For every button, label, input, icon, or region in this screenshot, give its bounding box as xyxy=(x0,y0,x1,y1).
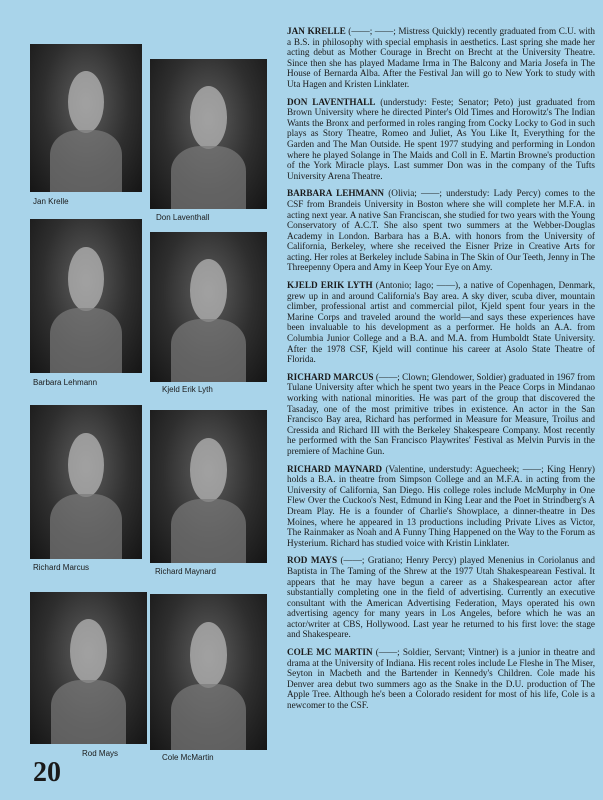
photo-jan-krelle xyxy=(30,44,142,192)
photo-don-laventhall xyxy=(150,59,267,209)
portrait-face xyxy=(190,438,227,502)
portrait-body xyxy=(50,130,122,192)
portrait-face xyxy=(68,433,104,498)
portrait-face xyxy=(190,622,227,688)
bio-text: (——; Soldier, Servant; Vintner) is a junior in theatre and drama at the University of Indiana. His recent roles include Le Fleshe in The Miser, Seyton in Macbeth and the Bartender in Kennedy's Children. Cole made his Denver area debut two summers ago as the Snake in the D.U. production of The Apple Tree. Although he's been a Colorado resident for most of his life, Cole is a newcomer to the CSF. xyxy=(287,647,595,711)
caption-rod-mays: Rod Mays xyxy=(82,749,119,758)
caption-kjeld-erik-lyth: Kjeld Erik Lyth xyxy=(162,385,213,394)
bios-column xyxy=(287,26,595,718)
bio-text: (understudy: Feste; Senator; Peto) just graduated from Brown University where he directed Pinter's Old Times and Horowitz's The Indian Wants the Bronx and performed in roles ranging from Cocky Locky to God in such plays as Story Theatre, Romeo and Juliet, As You Like It, Everything for the Garden and The Man Outside. He spent 1977 studying and performing in London where he played Solange in The Maids and Coll in E. Martin Browne's production of the York Miracle plays. Last summer Don was in the company of the Tufts University Arena Theatre. xyxy=(287,96,595,181)
photo-barbara-lehmann xyxy=(30,219,142,373)
portrait-face xyxy=(190,86,227,149)
bio-text: (——; Clown; Glendower, Soldier) graduated in 1967 from Tulane University after which he spent two years in the Peace Corps in Mindanao working with national minorities. He was part of the group that discovered the Tasaday, one of the most primitive tribes in existence. An actor in the San Francisco Bay area, Richard has performed in Measure for Measure, Troilus and Cressida and Richard III with the Berkeley Shakespeare Company. Most recently he performed with the San Francisco Playwrites' Festival as Melvin Purvis in the premiere of Machine Gun. xyxy=(287,371,595,456)
portrait-body xyxy=(171,146,246,209)
photo-rod-mays xyxy=(30,592,147,744)
bio-name: JAN KRELLE xyxy=(287,26,346,36)
portrait-body xyxy=(50,494,122,559)
portrait-body xyxy=(171,684,246,750)
bio-don-laventhall xyxy=(287,97,595,182)
bio-name: BARBARA LEHMANN xyxy=(287,188,385,199)
bio-barbara-lehmann xyxy=(287,188,595,273)
portrait-face xyxy=(190,259,227,322)
bio-name: RICHARD MARCUS xyxy=(287,371,374,382)
caption-cole-mcmartin: Cole McMartin xyxy=(162,753,214,762)
bio-name: ROD MAYS xyxy=(287,555,338,566)
caption-jan-krelle: Jan Krelle xyxy=(33,197,69,206)
caption-richard-marcus: Richard Marcus xyxy=(33,563,90,572)
bio-richard-marcus xyxy=(287,372,595,457)
portrait-body xyxy=(51,680,126,744)
photo-richard-marcus xyxy=(30,405,142,559)
bio-cole-mcmartin xyxy=(287,647,595,711)
caption-barbara-lehmann: Barbara Lehmann xyxy=(33,378,98,387)
portrait-face xyxy=(70,619,107,683)
bio-name: RICHARD MAYNARD xyxy=(287,463,383,474)
bio-name: KJELD ERIK LYTH xyxy=(287,280,373,291)
photo-richard-maynard xyxy=(150,410,267,563)
caption-richard-maynard: Richard Maynard xyxy=(155,567,216,576)
bio-kjeld-erik-lyth xyxy=(287,280,595,365)
bio-text: (Valentine, understudy: Aguecheek; ——; King Henry) holds a B.A. in theatre from Simpson College and an M.F.A. in acting from the University of California, San Diego. His college roles include McMurphy in One Flew Over the Cuckoo's Nest, Edmund in King Lear and the Poet in Strindberg's A Dream Play. He is a founder of Charlie's Showplace, a dinner-theatre in Des Moines, where he appeared in 13 productions including Private Lives as Victor, The Rainmaker as Noah and A Funny Thing Happened on the Way to the Forum as Hysterium. Richard has studied voice with Kristin Linklater. xyxy=(287,463,595,548)
bio-name: COLE MC MARTIN xyxy=(287,647,373,658)
portrait-face xyxy=(68,247,104,312)
page-number: 20 xyxy=(33,757,61,788)
bio-text: (Antonio; Iago; ——), a native of Copenhagen, Denmark, grew up in and around California's Bay area. A sky diver, scuba diver, mountain climber, professional artist and commercial pilot, Kjeld spent four years in the Marine Corps and traveled around the world—and says these experiences have been invaluable to his development as a performer. He holds an A.A. from Columbia Junior College and a B.A. and M.A. from Humboldt State University. After the 1978 CSF, Kjeld will continue his career at Asolo State Theatre of Florida. xyxy=(287,280,596,365)
bio-richard-maynard xyxy=(287,464,595,549)
portrait-face xyxy=(68,71,104,133)
portrait-body xyxy=(171,499,246,563)
bio-jan-krelle xyxy=(287,26,595,90)
caption-don-laventhall: Don Laventhall xyxy=(156,213,210,222)
photo-cole-mcmartin xyxy=(150,594,267,750)
bio-name: DON LAVENTHALL xyxy=(287,96,376,107)
bio-text: (——; Gratiano; Henry Percy) played Menenius in Coriolanus and Baptista in The Taming of the Shrew at the 1977 Utah Shakespearean Festival. It appears that he may have begun a career as a Shakespearean actor after substantially completing one in the field of advertising. Currently an executive consultant with the American Advertising Federation, Mays operated his own advertising agency for many years in Los Angeles, before which he was an actor/writer at CBS, Hollywood. Last year he returned to his first love: the stage and Shakespeare. xyxy=(287,555,596,640)
bio-text: (——; ——; Mistress Quickly) recently graduated from C.U. with a B.S. in philosophy with special emphasis in aesthetics. Last spring she made her acting debut as Mother Courage in Brecht on Brecht at the University Theatre. Since then she has played Madame Irma in The Balcony and Maria Josefa in The House of Bernarda Alba. After the Festival Jan will go to New York to study with Uta Hagen and Kristen Linklater. xyxy=(287,26,595,89)
portrait-body xyxy=(171,319,246,382)
portrait-body xyxy=(50,308,122,373)
bio-rod-mays xyxy=(287,555,595,640)
bio-text: (Olivia; ——; understudy: Lady Percy) comes to the CSF from Brandeis University in Boston where she will complete her M.F.A. in acting next year. A native San Franciscan, she studied for two years with the Young Conservatory of A.C.T. She also spent two summers at the Webber-Douglas Academy in London. Barbara has a B.A. with honors from the University of California, Berkeley, where she received the Eisner Prize in Creative Arts for acting. Her roles at Berkeley include Sabina in The Skin of Our Teeth, Jenny in The Threepenny Opera and Amy in Keep Your Eye on Amy. xyxy=(287,188,595,273)
photo-kjeld-erik-lyth xyxy=(150,232,267,382)
